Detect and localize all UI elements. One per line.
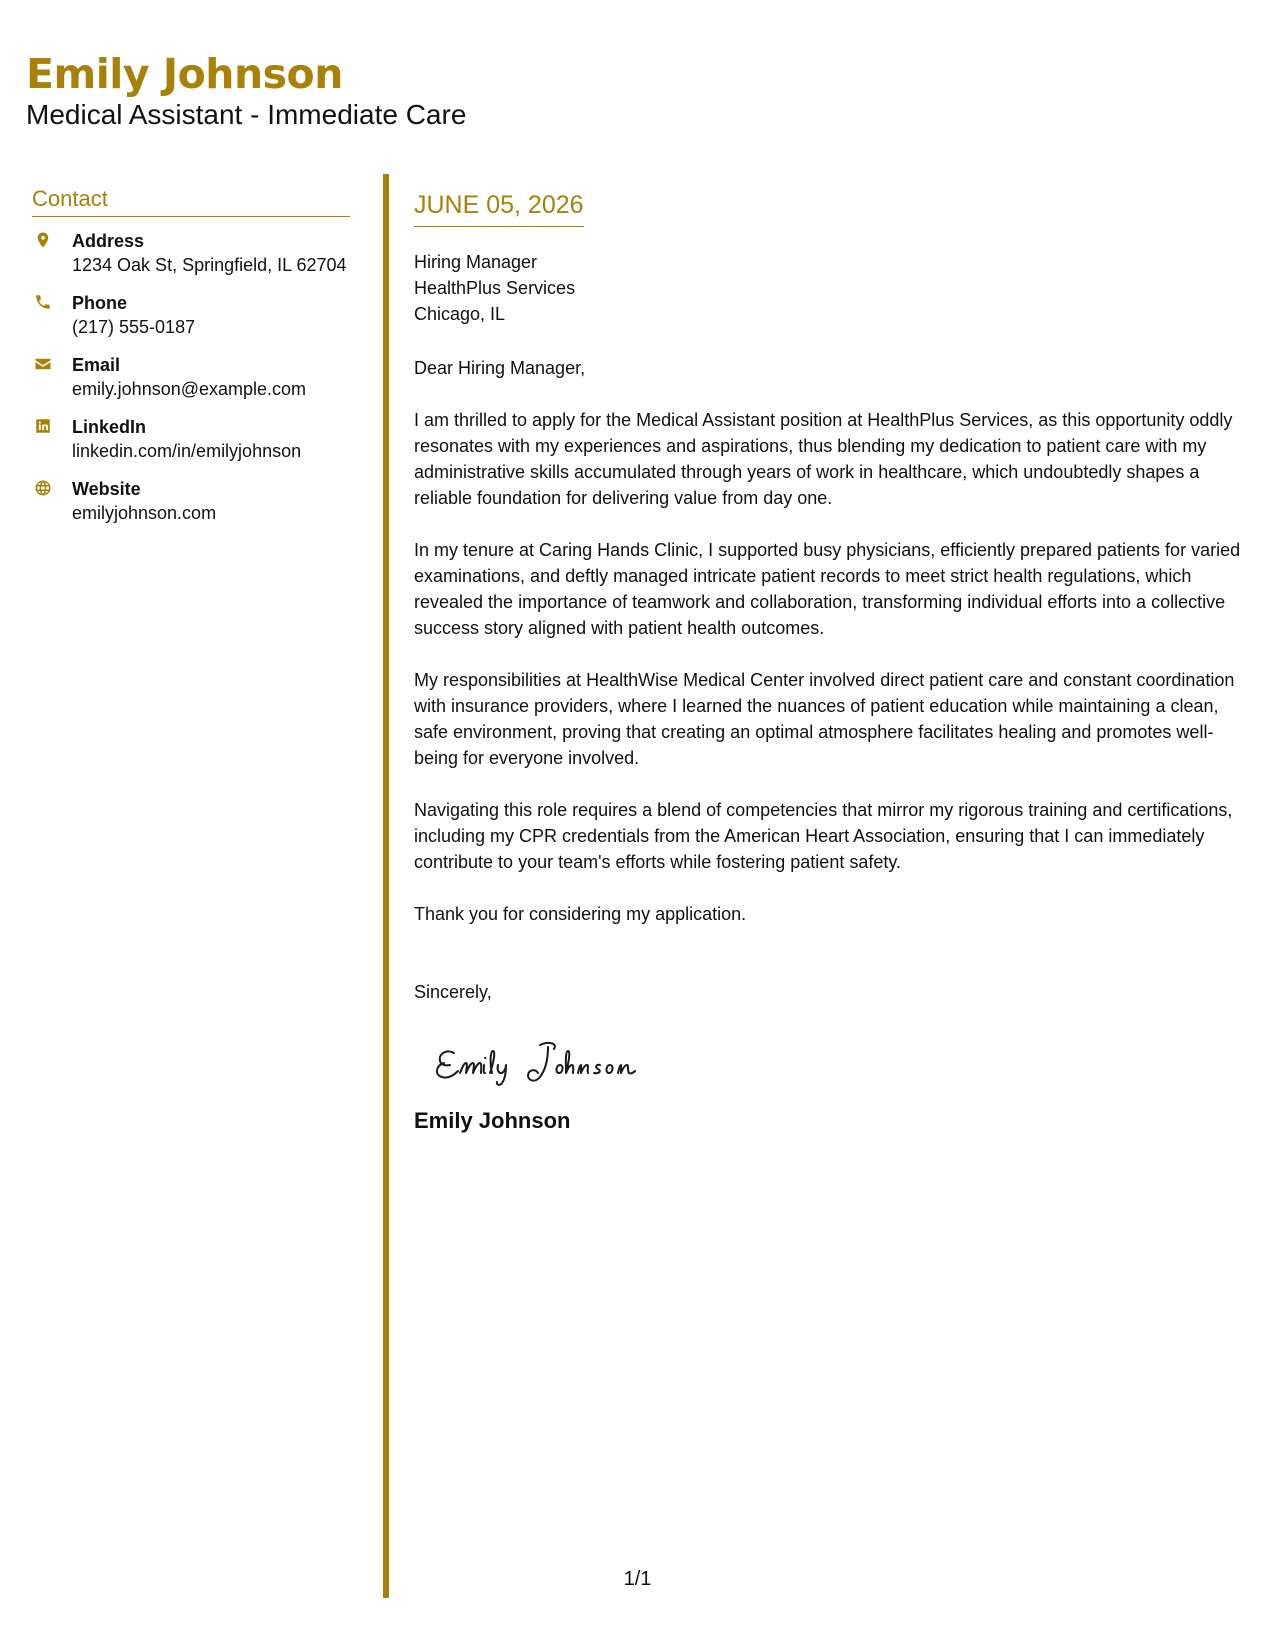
signed-name: Emily Johnson [414,1108,571,1133]
contact-item-website [32,477,350,525]
recipient-line: HealthPlus Services [414,278,576,298]
recipient-block [414,249,1254,327]
job-title: Medical Assistant - Immediate Care [26,99,467,130]
letter-paragraph: Navigating this role requires a blend of competencies that mirror my rigorous training and certifications, including my CPR credentials from the American Heart Association, ensuring that I can immediately contribute to your team's efforts while fostering patient safety. [414,800,1233,872]
letter-body [414,190,1254,1135]
contact-label: Phone [72,293,128,313]
contact-label: Website [72,479,141,499]
vertical-divider [383,174,389,1598]
recipient-line: Chicago, IL [414,304,506,324]
contact-item-email [32,353,350,401]
contact-label: Email [72,355,121,375]
linkedin-icon [32,415,72,437]
handwritten-signature [432,1033,1254,1093]
contact-item-address [32,229,350,277]
contact-label: Address [72,231,145,251]
letter-paragraph: My responsibilities at HealthWise Medical Center involved direct patient care and constant coordination with insurance providers, where I learned the nuances of patient education while maintaining a clean, safe environment, proving that creating an optimal atmosphere facilitates healing and promotes well-being for everyone involved. [414,670,1235,768]
envelope-icon [32,353,72,375]
contact-list [32,229,350,525]
recipient-line: Hiring Manager [414,252,538,272]
letter-paragraph: Thank you for considering my application. [414,904,747,924]
email-value[interactable]: emily.johnson@example.com [72,379,307,399]
salutation: Dear Hiring Manager, [414,358,586,378]
phone-icon [32,291,72,313]
letter-date: JUNE 05, 2026 [414,190,584,227]
page-number: 1/1 [623,1568,652,1590]
resume-header [26,48,466,132]
contact-item-phone [32,291,350,339]
phone-value: (217) 555-0187 [72,317,196,337]
globe-icon [32,477,72,499]
letter-paragraph: I am thrilled to apply for the Medical Assistant position at HealthPlus Services, as this opportunity oddly resonates with my experiences and aspirations, thus blending my dedication to patient care with my administrative skills accumulated through years of work in healthcare, which undoubtedly shapes a reliable foundation for delivering value from day one. [414,410,1233,508]
contact-heading: Contact [32,186,350,217]
contact-label: LinkedIn [72,417,147,437]
letter-paragraph: In my tenure at Caring Hands Clinic, I supported busy physicians, efficiently prepared patients for varied examinations, and deftly managed intricate patient records to meet strict health regulations, which revealed the importance of teamwork and collaboration, transforming individual efforts into a collective success story aligned with patient health outcomes. [414,540,1241,638]
map-pin-icon [32,229,72,251]
linkedin-value[interactable]: linkedin.com/in/emilyjohnson [72,441,302,461]
closing: Sincerely, [414,982,492,1002]
applicant-name: Emily Johnson [26,50,343,98]
contact-item-linkedin [32,415,350,463]
contact-sidebar [32,186,350,539]
address-value: 1234 Oak St, Springfield, IL 62704 [72,255,347,275]
website-value[interactable]: emilyjohnson.com [72,503,217,523]
